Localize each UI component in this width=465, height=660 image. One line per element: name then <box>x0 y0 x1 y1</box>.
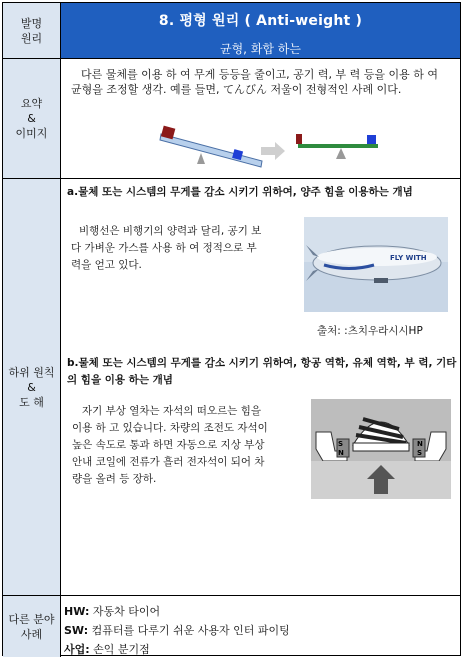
balance-illustration <box>61 117 461 177</box>
section-a-text: 비행선은 비행기의 양력과 달리, 공기 보다 가벼운 가스를 사용 하 여 정적으로 부 력을 얻고 있다. <box>71 225 262 271</box>
section-a-heading: a.물체 또는 시스템의 무게를 감소 시키기 위하여, 양주 힘을 이용하는 개념 <box>67 186 413 198</box>
summary-label: 요약 & 이미지 <box>3 59 61 178</box>
principle-sheet <box>2 2 461 656</box>
airship-image <box>304 217 448 312</box>
section-b-text: 자기 부상 열차는 자석의 떠오르는 힘을 이용 하 고 있습니다. 차량의 조전도 자석이 높은 속도로 통과 하면 자동으로 지상 부상 안내 코일에 전류가 흘러 전자석이 되어 차량을 올려 등 장하. <box>72 405 268 485</box>
business-example: 사업: 손익 분기점 <box>64 643 150 656</box>
section-b-heading: b.물체 또는 시스템의 무게를 감소 시키기 위하여, 항공 역학, 유체 역학, 부 력, 기타의 힘을 이용 하는 개념 <box>67 357 457 386</box>
blimp-lettering: FLY WITH <box>390 254 427 262</box>
summary-cell <box>61 59 460 178</box>
level-balance-icon <box>296 134 378 159</box>
maglev-diagram <box>311 399 451 499</box>
header-left-label: 발명 원리 <box>3 3 61 58</box>
right-arrow-icon <box>261 142 285 160</box>
other-fields-list <box>61 596 460 659</box>
summary-text: 다른 물체를 이용 하 여 무게 등등을 줄이고, 공기 력, 부 력 등을 이용 하 여 균형을 조정할 생각. 예를 들면, てんびん 저울이 전형적인 사례 이다. <box>71 68 438 96</box>
pole-label: S <box>338 440 344 448</box>
page-title: 8. 평형 원리 ( Anti-weight ) <box>158 13 363 29</box>
pole-label: N <box>338 449 344 457</box>
hw-example: HW: 자동차 타이어 <box>64 605 161 618</box>
sw-example: SW: 컴퓨터를 다루기 쉬운 사용자 인터 파이팅 <box>64 624 290 637</box>
tilted-balance-icon <box>160 126 262 167</box>
image-source-caption: 출처: :츠치우라시시HP <box>317 325 423 337</box>
subprinciple-cell <box>61 179 460 595</box>
page-subtitle: 균형, 화합 하는 <box>220 42 301 56</box>
other-fields-cell <box>61 596 460 657</box>
pole-label: S <box>417 449 423 457</box>
subprinciple-label: 하위 원칙 & 도 해 <box>3 179 61 595</box>
header-banner <box>61 3 460 58</box>
pole-label: N <box>417 440 423 448</box>
other-fields-label: 다른 분야 사례 <box>3 596 61 657</box>
